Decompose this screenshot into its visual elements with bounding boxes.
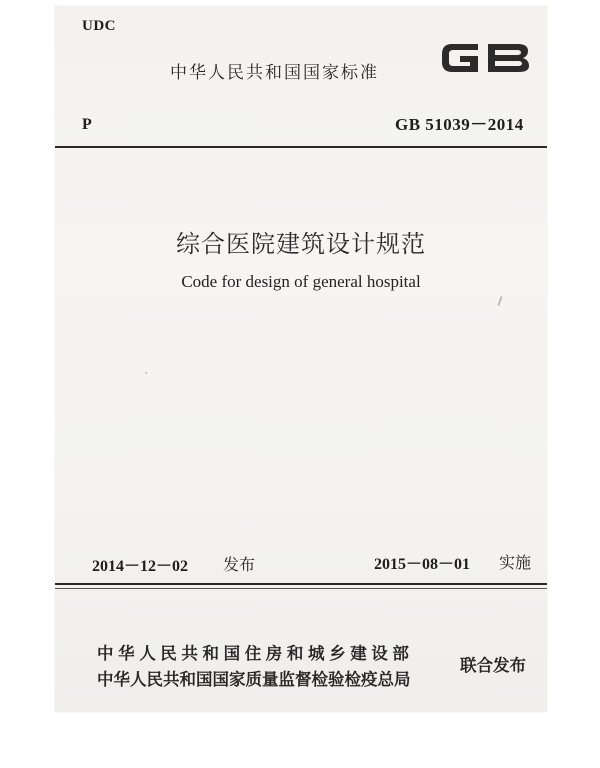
- footer-divider-thin: [55, 588, 547, 589]
- implementation-date: 2015－08－01: [374, 556, 471, 573]
- title-chinese: 综合医院建筑设计规范: [176, 230, 426, 258]
- title-english: Code for design of general hospital: [181, 272, 421, 291]
- standard-number: GB 51039－2014: [395, 115, 524, 134]
- scan-speck: [497, 296, 502, 306]
- document-cover: [55, 6, 547, 712]
- gb-logo-icon: [438, 36, 533, 80]
- standard-type-label: 中华人民共和国国家标准: [170, 63, 379, 83]
- scan-speck: [145, 372, 147, 374]
- joint-issue-label: 联合发布: [460, 656, 526, 675]
- implementation-label: 实施: [499, 553, 532, 572]
- issuer-line-2: 中华人民共和国国家质量监督检验检疫总局: [97, 670, 411, 689]
- udc-label: UDC: [82, 18, 116, 34]
- issuer-line-1: 中华人民共和国住房和城乡建设部: [97, 644, 414, 663]
- issue-date: 2014－12－02: [92, 558, 189, 575]
- category-letter: P: [82, 116, 92, 133]
- issue-label: 发布: [223, 555, 256, 574]
- header-divider: [55, 146, 547, 148]
- footer-divider: [55, 583, 547, 585]
